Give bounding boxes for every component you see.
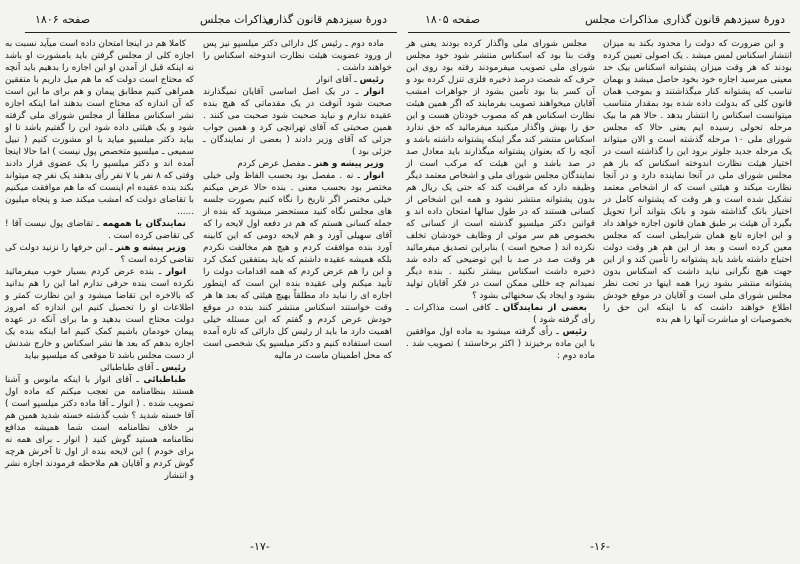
paragraph bbox=[5, 38, 194, 218]
paragraph-text: ـ رأی گرفته میشود به ماده اول موافقین با این ماده برخیزند ( اکثر برخاستند ) تصویب شد . ماده دوم : bbox=[406, 327, 595, 361]
left-header-rule bbox=[25, 32, 397, 33]
paragraph bbox=[203, 86, 392, 158]
paragraph-text: ـ مفصل عرض کردم bbox=[237, 159, 314, 169]
paragraph bbox=[203, 170, 392, 362]
paragraph bbox=[603, 38, 792, 326]
speaker-name: بعضی از نمایندگان bbox=[502, 303, 587, 313]
speaker-name: رئیس bbox=[562, 327, 587, 337]
paragraph bbox=[203, 38, 392, 74]
paragraph bbox=[406, 326, 595, 362]
paragraph-text: ماده دوم ـ رئیس کل دارائی دکتر میلسپو نیز پس از ورود عضویت هیئت نظارت اندوخته اسکناس را خواهند داشت . bbox=[203, 39, 392, 73]
right-page-session: دورهٔ سیزدهم قانون گذاری bbox=[663, 13, 785, 26]
right-page-folio: -۱۶- bbox=[590, 540, 610, 553]
paragraph bbox=[406, 302, 595, 326]
right-page-header bbox=[405, 10, 790, 30]
right-page-right-column bbox=[603, 38, 792, 326]
speaker-name: انوار bbox=[166, 267, 186, 277]
paragraph-text: و این ضرورت که دولت را محدود بکند به میزان انتشار اسکناس لمس میشد . یک اصولی تعیین کرده بودند که هر وقت میزان پشتوانه اسکناس بیک حد معینی میرسید اجازه خود بخود حاصل میشد و بهمان تناسب که پشتوانه کنار میگذاشتند و بموجب همان قانون کلی که بدولت داده شده بود بمقدار متناسب میتوانست اسکناس را انتشار بدهد . حالا هم ما بیک مرحله تحولی رسیده ایم یعنی حالا که مجلس شورای ملی ۱۰ مرحله گذشته است و الان میتواند یک مرحله جدید جلوتر برود این را گذاشته است در اختیار هیئت نظارت اندوخته اسکناس که باز هم مجلس شورای ملی در آنجا نماینده دارد و در آنجا نظارت میکند و هیئتی است که از اشخاص معتمد تشکیل شده است و هر وقت که پشتوانه کامل در اختیار بانک گذاشته شود و بانک بتواند آنرا تحویل بگیرد آن هیئت بر طبق همان قانون اجازه خواهد داد و این اجازه تابع همان شرایطی است که مجلس معین کرده است و بعد از این هم هر وقت دولت احتیاج داشته باشد باید پشتوانه را تأمین کند و از این جهت هیچ نگرانی نباید داشت که اسکناس بدون پشتوانه منتشر بشود زیرا همه اینها در تحت نظر مجلس شورای ملی است و آقایان در موقع خودش اطلاع خواهند داشت که با اینکه این حق را بخصوصیات او مباشرت آنها را هم بده bbox=[603, 39, 793, 325]
speaker-name: طباطبائی bbox=[143, 375, 186, 385]
speaker-name: وزیر پیشه و هنر bbox=[313, 159, 384, 169]
left-page-number: صفحه ۱۸۰۶ bbox=[35, 13, 91, 26]
right-page-left-column bbox=[406, 38, 595, 362]
paragraph bbox=[5, 362, 194, 374]
left-page-right-column bbox=[203, 38, 392, 362]
paragraph-text: ـ تقاضای پول نیست آقا ! کی تقاضی کرده است . bbox=[5, 219, 194, 241]
speaker-name: رئیس bbox=[161, 363, 186, 373]
paragraph bbox=[203, 74, 392, 86]
paragraph-text: ـ بنده عرض کردم بسیار خوب میفرمائید نکرده است بنده حرفی ندارم اما این را هم بدانید که بالاخره این تقاضا میشود و این نظارت کمتر و اطلاعات او را تحصیل کنیم این اندازه که امروز دولت محتاج است بدهید و ما برای آنکه در عهده پیمان خودمان باشیم کمک کنیم اما اینکه بنده یک اجازه بدهم که بعد ها نشر اسکناس و خارج شدنش از دست مجلس باشد تا موقعی که میلسپو بیاید bbox=[5, 267, 194, 361]
left-page-left-column bbox=[5, 38, 194, 482]
speaker-name: رئیس bbox=[359, 75, 384, 85]
paragraph bbox=[203, 158, 392, 170]
paragraph bbox=[5, 266, 194, 362]
paragraph-text: ـ در یک اصل اساسی آقایان نمیگذارند صحبت شود آنوقت در یک مقدماتی که هیچ بنده عقیده ندارم و نباید صحبت شود صحبت می کنند . همین صحبتی که آقای تهرانچی کرد و همین جواب جزئی که آقای وزیر دادند ( بعضی از نمایندگان ـ جزئی بود ) bbox=[203, 87, 392, 157]
speaker-name: انوار bbox=[364, 171, 384, 181]
left-page-header bbox=[25, 10, 395, 30]
paragraph-text: ـ نه . مفصل بود بحسب الفاظ ولی خیلی مختصر بود بحسب معنی . بنده حالا عرض میکنم خیلی مختصر اگر تاریخ را نگاه کنیم بصورت جلسه های مجلس نگاه کنید مستحضر میشوید که بنده از جمله کسانی هستم که هم در دفعه اول لایحه را که آقای سهیلی آورد و هم لایحه دومی که این کابینه آورد بنده موافقت کردم و هیچ هم مخالفت نکردم بلکه همیشه عقیده داشتم که باید بمتفقین کمک کرد و این را هم عرض کردم که همه اقدامات دولت را تأیید میکنم ولی عقیده بنده این است که اینطور اجازه ای را نباید داد مطلقاً بهیچ هیئتی که بعد ها هر وقت خواستند اسکناس منتشر کنند بنده در موقع خودش عرض کردم و گفتم که این مسئله خیلی اهمیت دارد ما باید از رئیس کل دارائی که تازه آمده است استفاده کنیم و دکتر میلسپو یک شخصی است که محل اطمینان ماست در مالیه bbox=[203, 171, 392, 361]
paragraph-text: ـ آقای طباطبائی bbox=[99, 363, 162, 373]
speaker-name: نمایندگان با همهمه bbox=[102, 219, 186, 229]
right-page-number: صفحه ۱۸۰۵ bbox=[425, 13, 481, 26]
paragraph-text: ـ آقای انوار bbox=[316, 75, 360, 85]
paragraph-text: ـ کافی است مذاکرات ـ رأی گرفته شود ) bbox=[406, 303, 595, 325]
paragraph-text: ـ آقای انوار با اینکه مانوس و آشنا هستند بنظامنامه من تعجب میکنم که ماده اول تصویب شده . ( انوار ـ آقا ماده دکتر میلسپو است ) آقا خسته شدید ؟ شب گذشته خسته شدید همین هم بر خلاف نظامنامه است شما همیشه مدافع نظامنامه هستید گوش کنید ( انوار ـ برای همه نه برای خودم ) این لایحه بنده از اول تا آخرش هرچه گوش کردم و آقایان هم ملاحظه فرمودند اجازه نشر و انتشار bbox=[5, 375, 194, 481]
paragraph bbox=[5, 374, 194, 482]
right-page-title: مذاکرات مجلس bbox=[585, 13, 659, 26]
paragraph bbox=[5, 218, 194, 242]
paragraph-text: کاملا هم در اینجا امتحان داده است میآید نسبت به اجازه کلی از مجلس گرفتن باید بامشورت او باشد نه اینکه قبل از آمدن او این اجازه را بدهیم باید آنچه که محتاج است دولت که ما هم میل داریم با متفقین همراهی کنیم مطابق پیمان و هم برای ما این است که آن اندازه که محتاج است بدهند اما اینکه اجازه نشر اسکناس مطلقاً از مجلس شورای ملی گرفته شود و یک هیئتی داده شود این را گفتیم باشد تا او بیاید دکتر میلسپو میاید با او مشورت کنیم ( نبیل سمیعی ـ میلسپو متخصص پول نیست ) اما حالا اینجا آمده اند و دکتر میلسپو را یک عضوی قرار دادند وقتی که ۸ نفر یا ۷ نفر رأی بدهند یک نفر چه میتواند بکند بنده عقیده ام اینست که ما هم موافقت میکنیم با تقاضای دولت که امشب میکند صد و پنجاه میلیون ...... bbox=[5, 39, 194, 217]
speaker-name: وزیر پیشه و هنر bbox=[115, 243, 186, 253]
paragraph bbox=[406, 38, 595, 302]
left-page-session: دورهٔ سیزدهم قانون گذاری bbox=[265, 13, 387, 26]
paragraph-text: مجلس شورای ملی واگذار کرده بودند یعنی هر وقت بنا بود که اسکناس منتشر شود خود مجلس شورای ملی تصویب میفرمودند رفته بود روی این حرف که شصت درصد ذخیره فلزی تنزل کرده بود و آن کسر بنا بود تأمین بشود از جواهرات امشب آقایان میخواهند تصویب بفرمایند که اگر همین هیئت نظارت اسکناس هم که مصوب خودتان هست و این حق را بهش واگذار میکنید میفرمائید که حق ندارد اسکناس منتشر کند مگر اینکه پشتوانه داشته باشد و آنچه را که بعنوان پشتوانه میگذارند باید معادل صد در صد باشد و این هیئت که مرکب است از نمایندگان مجلس شورای ملی و اشخاص معتمد دیگر وظیفه دارد که مراقبت کند که حتی یک ریال هم بدون پشتوانه منتشر نشود و همه این اشخاص از کسانی هستند که در طول سالها امتحان داده اند و قوانین دکتر میلسپو گذشته است از کسانی که بخصوص هم سر موئی از وظایف خودشان تخلف نکرده اند ( صحیح است ) بنابراین تصدیق میفرمائید هر وقت صد در صد با این توضیحی که داده شد ذخیره داشت اسکناس بیشتر نکنید . بنده دیگر نمیدانم چه خللی ممکن است در فکر آقایان تولید بشود و ایجاد یک سخنهائی بشود ؟ bbox=[406, 39, 595, 301]
speaker-name: انوار bbox=[364, 87, 384, 97]
paragraph bbox=[5, 242, 194, 266]
left-page-title: مذاکرات مجلس bbox=[200, 13, 274, 26]
right-header-rule bbox=[408, 32, 790, 33]
left-page-folio: -۱۷- bbox=[250, 540, 270, 553]
paragraph-text: ـ این حرفها را نزنید دولت کی تقاضی کرده است ؟ bbox=[5, 243, 194, 265]
